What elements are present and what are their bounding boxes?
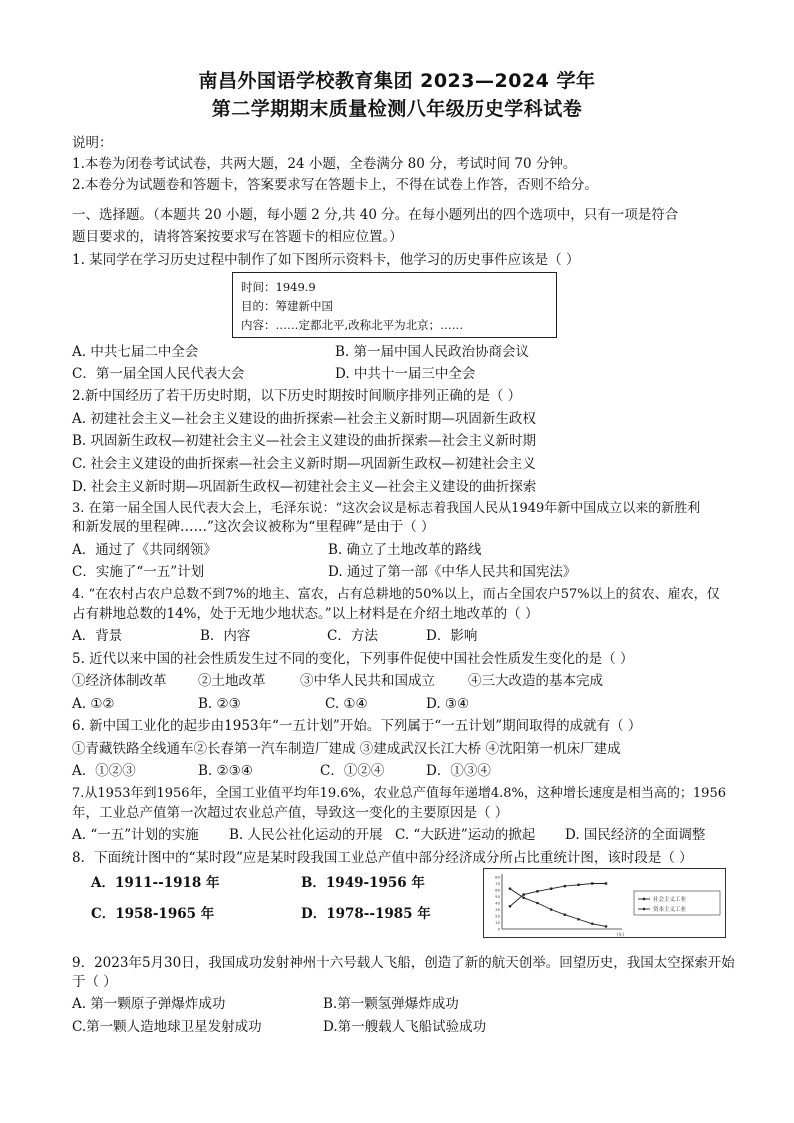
q3-option-a: A．通过了《共同纲领》 xyxy=(72,542,217,558)
q3-stem-line2: 和新发展的里程碑……”这次会议被称为“里程碑”是由于（ ） xyxy=(72,519,435,535)
chart-point xyxy=(536,902,539,905)
q1-option-d: D. 中共十一届三中全会 xyxy=(335,366,476,382)
q8-chart-svg xyxy=(484,869,727,939)
q6-items: ①青藏铁路全线通车②长春第一汽车制造厂建成 ③建成武汉长江大桥 ④沈阳第一机床厂建成 xyxy=(72,741,621,757)
q2-option-d: D. 社会主义新时期—巩固新生政权—初建社会主义—社会主义建设的曲折探索 xyxy=(72,479,537,495)
q1-option-c: C．第一届全国人民代表大会 xyxy=(72,366,245,382)
q5-option-b: B. ②③ xyxy=(198,696,241,712)
q9-stem-line2: 于（ ） xyxy=(72,974,117,990)
chart-point xyxy=(605,925,608,928)
notes-heading: 说明： xyxy=(72,135,113,151)
chart-y-tick-label: 40 xyxy=(495,900,500,906)
q5-option-c: C. ①④ xyxy=(325,696,368,712)
chart-point xyxy=(550,888,552,890)
q8-line-chart xyxy=(483,868,726,938)
chart-y-tick-label: 10 xyxy=(495,920,500,925)
q2-option-c: C. 社会主义建设的曲折探索—社会主义新时期—巩固新生政权—初建社会主义 xyxy=(72,456,536,472)
exam-title-line2: 第二学期期末质量检测八年级历史学科试卷 xyxy=(211,98,583,120)
chart-y-tick-label: 80 xyxy=(495,874,500,880)
chart-point xyxy=(605,882,607,884)
q8-option-d: D．1978--1985 年 xyxy=(301,906,431,922)
chart-legend-marker xyxy=(643,898,645,900)
chart-y-tick-label: 20 xyxy=(495,913,500,919)
chart-legend-marker xyxy=(643,908,646,911)
q7-option-b: B. 人民公社化运动的开展 xyxy=(229,827,383,843)
chart-point xyxy=(509,905,511,907)
q8-option-b: B．1949-1956 年 xyxy=(301,875,425,891)
chart-point xyxy=(523,893,525,895)
q5-option-d: D. ③④ xyxy=(426,696,470,712)
q8-stem: 8．下面统计图中的“某时段”应是某时段我国工业总产值中部分经济成分所占比重统计图，该时段是（ ） xyxy=(72,850,693,866)
q9-option-a: A. 第一颗原子弹爆炸成功 xyxy=(72,996,226,1012)
q8-option-c: C．1958-1965 年 xyxy=(91,906,215,922)
q6-stem: 6. 新中国工业化的起步由1953年“一五计划”开始。下列属于“一五计划”期间取得的成就有（ ） xyxy=(72,718,642,734)
q9-stem-line1: 9．2023年5月30日，我国成功发射神州十六号载人飞船，创造了新的航天创举。回望历史，我国太空探索开始 xyxy=(72,955,735,971)
chart-point xyxy=(550,908,553,911)
chart-point xyxy=(577,918,580,921)
q5-item-4: ④三大改造的基本完成 xyxy=(468,673,603,689)
q1-option-a: A. 中共七届二中全会 xyxy=(72,344,199,360)
q3-option-b: B. 确立了土地改革的路线 xyxy=(328,542,482,558)
exam-title-line1: 南昌外国语学校教育集团 2023—2024 学年 xyxy=(198,70,596,92)
section1-instructions-2: 题目要求的，请将答案按要求写在答题卡的相应位置。） xyxy=(72,229,403,245)
q7-stem-line2: 年，工业总产值第一次超过农业总产值，导致这一变化的主要原因是（ ） xyxy=(72,805,509,821)
q4-option-c: C．方法 xyxy=(327,628,378,644)
q2-option-b: B. 巩固新生政权—初建社会主义—社会主义建设的曲折探索—社会主义新时期 xyxy=(72,433,537,449)
chart-y-tick-label: 70 xyxy=(495,881,500,886)
q7-option-c: C. “大跃进”运动的掀起 xyxy=(395,827,536,843)
q6-option-d: D．①③④ xyxy=(426,763,491,779)
q4-option-a: A．背景 xyxy=(72,628,123,644)
chart-y-tick-label: 0 xyxy=(497,926,500,932)
q5-item-1: ①经济体制改革 xyxy=(72,673,167,689)
q2-stem: 2.新中国经历了若干历史时期，以下历史时期按时间顺序排列正确的是（ ） xyxy=(72,388,522,404)
q1-card-content: 内容：……定都北平,改称北平为北京；…… xyxy=(241,318,464,332)
q1-option-b: B. 第一届中国人民政治协商会议 xyxy=(335,344,530,360)
section1-instructions-1: 一、选择题。（本题共 20 小题，每小题 2 分,共 40 分。在每小题列出的四个选项中，只有一项是符合 xyxy=(72,207,679,223)
q9-option-d: D.第一艘载人飞船试验成功 xyxy=(323,1019,487,1035)
chart-legend-label: 社会主义工业 xyxy=(653,897,687,903)
q2-option-a: A. 初建社会主义—社会主义建设的曲折探索—社会主义新时期—巩固新生政权 xyxy=(72,411,536,427)
q5-item-3: ③中华人民共和国成立 xyxy=(300,673,435,689)
chart-point xyxy=(591,923,594,926)
notes-item-1: 1.本卷为闭卷考试试卷，共两大题，24 小题，全卷满分 80 分，考试时间 70 分钟。 xyxy=(72,156,577,172)
q5-option-a: A. ①② xyxy=(72,696,115,712)
q6-option-c: C．①②④ xyxy=(320,763,385,779)
q1-card-purpose: 目的：筹建新中国 xyxy=(241,299,333,313)
chart-point xyxy=(536,890,538,892)
q4-option-b: B．内容 xyxy=(200,628,251,644)
q3-stem-line1: 3. 在第一届全国人民代表大会上，毛泽东说：“这次会议是标志着我国人民从1949年新中国成立以来的新胜利 xyxy=(72,501,701,516)
chart-y-tick-label: 30 xyxy=(495,907,500,912)
chart-point xyxy=(564,913,567,916)
q7-stem-line1: 7.从1953年到1956年，全国工业值平均年19.6%，农业总产值每年递增4.8%，这种增长速度是相当高的；1956 xyxy=(72,786,726,801)
q4-stem-line2: 占有耕地总数的14%，处于无地少地状态。”以上材料是在介绍土地改革的（ ） xyxy=(72,606,539,622)
chart-y-tick-label: 50 xyxy=(495,894,500,899)
q1-stem: 1. 某同学在学习历史过程中制作了如下图所示资料卡，他学习的历史事件应该是（ ） xyxy=(72,252,580,268)
notes-item-2: 2.本卷分为试题卷和答题卡，答案要求写在答题卡上，不得在试卷上作答，否则不给分。 xyxy=(72,177,598,193)
q6-option-a: A．①②③ xyxy=(72,763,136,779)
chart-y-tick-label: 60 xyxy=(495,887,500,893)
q8-option-a: A．1911--1918 年 xyxy=(91,875,220,891)
q1-card-time: 时间：1949.9 xyxy=(241,280,316,294)
chart-x-unit-label: (年) xyxy=(617,932,625,937)
q5-item-2: ②土地改革 xyxy=(198,673,266,689)
chart-point xyxy=(564,885,566,887)
chart-point xyxy=(577,884,579,886)
q4-option-d: D．影响 xyxy=(426,628,478,644)
q9-option-b: B.第一颗氢弹爆炸成功 xyxy=(323,996,459,1012)
q5-stem: 5. 近代以来中国的社会性质发生过不同的变化，下列事件促使中国社会性质发生变化的是（ ） xyxy=(72,651,634,667)
q3-option-d: D. 通过了第一部《中华人民共和国宪法》 xyxy=(328,564,577,580)
q3-option-c: C．实施了“一五”计划 xyxy=(72,564,205,580)
q6-option-b: B. ②③④ xyxy=(198,763,253,779)
q4-stem-line1: 4. “在农村占农户总数不到7%的地主、富农，占有总耕地的50%以上，而占全国农户57%以上的贫农、雇农，仅 xyxy=(72,587,720,602)
chart-point xyxy=(509,887,512,890)
q7-option-d: D. 国民经济的全面调整 xyxy=(565,827,706,843)
q1-info-card xyxy=(232,272,557,338)
q9-option-c: C.第一颗人造地球卫星发射成功 xyxy=(72,1019,262,1035)
chart-point xyxy=(591,882,593,884)
q7-option-a: A. “一五”计划的实施 xyxy=(72,827,199,843)
chart-point xyxy=(522,897,525,900)
chart-legend-label: 资本主义工业 xyxy=(653,907,687,913)
